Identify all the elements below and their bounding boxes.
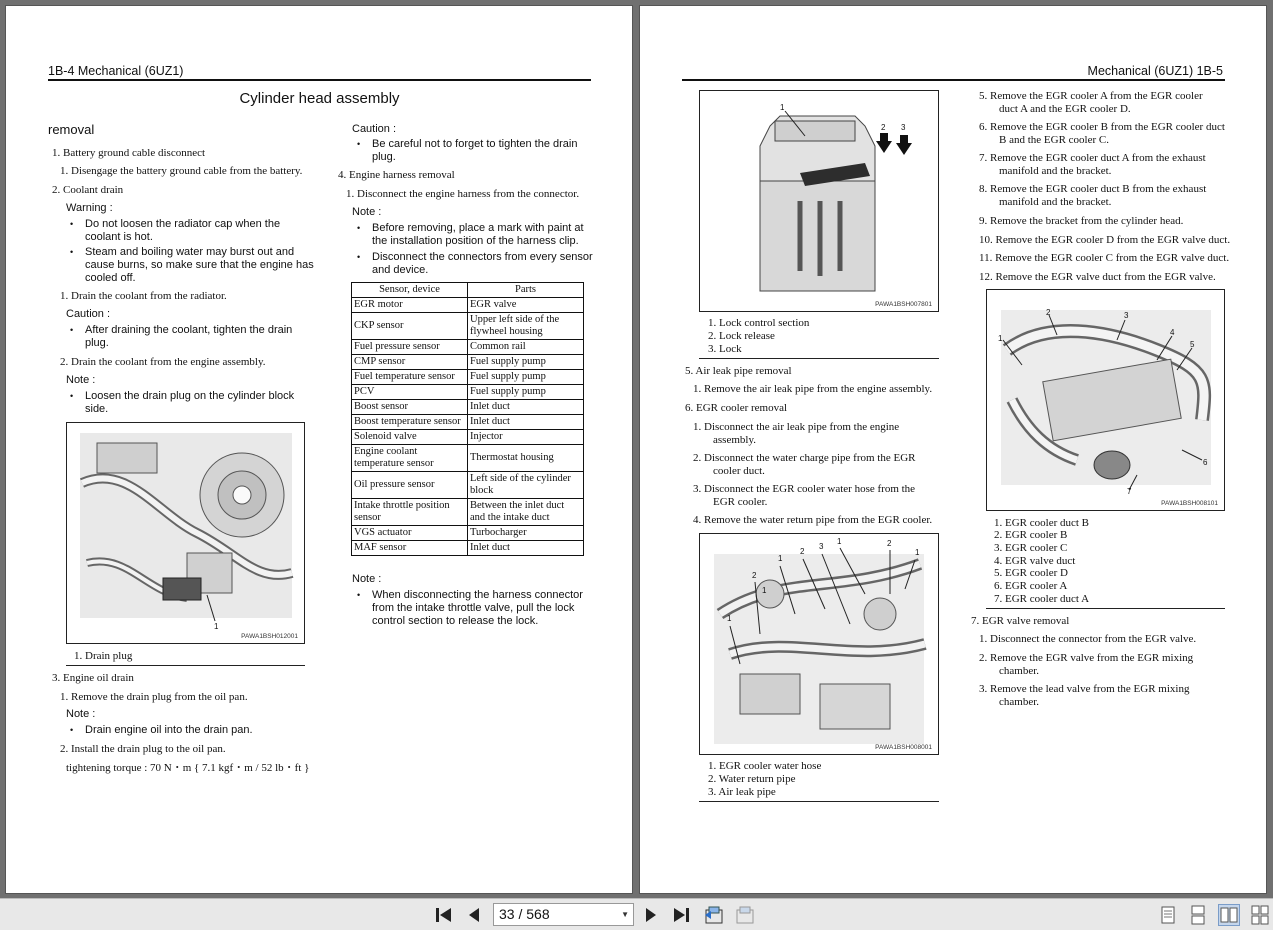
note-text: • Drain engine oil into the drain pan.	[85, 724, 253, 737]
header-rule	[682, 79, 1225, 81]
page-indicator: 33 / 568	[499, 906, 550, 922]
figure-legend: 2. Water return pipe	[708, 773, 796, 785]
go-back-icon	[703, 905, 725, 925]
substep: 4. Remove the water return pipe from the EGR cooler.	[693, 514, 933, 526]
parts-cell: EGR valve	[468, 298, 584, 313]
sensor-cell: Boost temperature sensor	[352, 415, 468, 430]
first-page-button[interactable]	[433, 904, 455, 926]
parts-cell: Fuel supply pump	[468, 370, 584, 385]
substep: 1. Disconnect the engine harness from the connector.	[346, 188, 580, 200]
sensor-table	[351, 282, 584, 556]
note-text: control section to release the lock.	[372, 615, 539, 627]
legend-rule	[699, 358, 939, 359]
substep: 9. Remove the bracket from the cylinder head.	[979, 215, 1184, 227]
step-heading: 7. EGR valve removal	[971, 615, 1070, 627]
callout-number: 2	[752, 571, 757, 580]
figure-code: PAWA1BSH008101	[1161, 500, 1218, 507]
substep: 1. Disconnect the air leak pipe from the engine	[693, 421, 900, 433]
sensor-cell: Intake throttle position sensor	[352, 499, 468, 526]
parts-cell: Fuel supply pump	[468, 355, 584, 370]
callout-number: 1	[837, 537, 842, 546]
go-forward-icon	[734, 905, 756, 925]
two-page-continuous-view-button[interactable]	[1249, 904, 1271, 926]
parts-cell: Left side of the cylinder block	[468, 472, 584, 499]
callout-number: 1	[915, 548, 920, 557]
figure-legend: 1. Drain plug	[74, 650, 133, 662]
section-subtitle: removal	[48, 122, 95, 137]
two-page-continuous-icon	[1251, 905, 1269, 925]
substep: 1. Remove the air leak pipe from the engine assembly.	[693, 383, 933, 395]
substep: manifold and the bracket.	[999, 165, 1112, 177]
first-page-icon	[435, 907, 453, 923]
table-row	[352, 526, 584, 541]
previous-page-icon	[467, 907, 481, 923]
single-page-view-button[interactable]	[1157, 904, 1179, 926]
callout-number: 2	[1046, 308, 1051, 317]
figure-legend: 2. EGR cooler B	[994, 529, 1068, 541]
continuous-view-button[interactable]	[1187, 904, 1209, 926]
callout-number: 2	[800, 547, 805, 556]
parts-cell: Inlet duct	[468, 541, 584, 556]
parts-cell: Between the inlet duct and the intake duct	[468, 499, 584, 526]
callout-number: 2	[881, 123, 886, 132]
two-page-icon	[1220, 906, 1238, 924]
substep: assembly.	[713, 434, 756, 446]
engine-illustration	[67, 423, 305, 644]
callout-number: 7	[1127, 487, 1132, 496]
sensor-cell: EGR motor	[352, 298, 468, 313]
callout-number: 5	[1190, 340, 1195, 349]
note-text: • Loosen the drain plug on the cylinder block	[85, 390, 294, 403]
step-heading: 2. Coolant drain	[52, 184, 124, 196]
single-page-icon	[1160, 905, 1176, 925]
table-row	[352, 445, 584, 472]
figure-legend: 3. Lock	[708, 343, 742, 355]
step-heading: 5. Air leak pipe removal	[685, 365, 792, 377]
callout-number: 1	[780, 103, 785, 112]
substep: 2. Drain the coolant from the engine assembly.	[60, 356, 266, 368]
legend-rule	[699, 801, 939, 802]
table-row	[352, 415, 584, 430]
note-text: and device.	[372, 264, 429, 276]
callout-number: 3	[901, 123, 906, 132]
torque-spec: tightening torque : 70 N・m { 7.1 kgf・m / 52 lb・ft }	[66, 762, 310, 774]
substep: 7. Remove the EGR cooler duct A from the exhaust	[979, 152, 1206, 164]
caution-text: • Be careful not to forget to tighten the drain	[372, 138, 577, 151]
substep: 2. Install the drain plug to the oil pan.	[60, 743, 226, 755]
parts-cell: Turbocharger	[468, 526, 584, 541]
parts-cell: Inlet duct	[468, 415, 584, 430]
page-header: 1B-4 Mechanical (6UZ1)	[48, 64, 184, 78]
substep: 2. Disconnect the water charge pipe from the EGR	[693, 452, 916, 464]
next-page-icon	[644, 907, 658, 923]
sensor-cell: CMP sensor	[352, 355, 468, 370]
legend-rule	[66, 665, 305, 666]
substep: 1. Disconnect the connector from the EGR valve.	[979, 633, 1197, 645]
sensor-cell: Fuel pressure sensor	[352, 340, 468, 355]
parts-cell: Thermostat housing	[468, 445, 584, 472]
substep: duct A and the EGR cooler D.	[999, 103, 1131, 115]
pdf-page-right	[639, 5, 1267, 894]
figure-code: PAWA1BSH007801	[875, 301, 932, 308]
table-header: Sensor, device	[352, 283, 468, 298]
sensor-cell: Boost sensor	[352, 400, 468, 415]
note-text: • When disconnecting the harness connector	[372, 589, 583, 602]
table-row	[352, 313, 584, 340]
caution-label: Caution :	[352, 123, 397, 135]
note-label: Note :	[66, 374, 96, 386]
last-page-icon	[672, 907, 690, 923]
figure-connector-lock	[699, 90, 939, 312]
figure-legend: 1. EGR cooler water hose	[708, 760, 822, 772]
sensor-cell: Fuel temperature sensor	[352, 370, 468, 385]
caution-text: plug.	[372, 151, 396, 163]
warning-label: Warning :	[66, 202, 113, 214]
callout-number: 1	[998, 334, 1003, 343]
table-row	[352, 430, 584, 445]
substep: 10. Remove the EGR cooler D from the EGR valve duct.	[979, 234, 1231, 246]
viewer-toolbar	[0, 898, 1273, 930]
sensor-cell: PCV	[352, 385, 468, 400]
figure-code: PAWA1BSH012001	[241, 633, 298, 640]
note-text: from the intake throttle valve, pull the lock	[372, 602, 575, 614]
note-label: Note :	[66, 708, 96, 720]
substep: 6. Remove the EGR cooler B from the EGR cooler duct	[979, 121, 1225, 133]
parts-cell: Common rail	[468, 340, 584, 355]
go-forward-button[interactable]	[734, 904, 756, 926]
warning-text: cooled off.	[85, 272, 136, 284]
callout-number: 2	[887, 539, 892, 548]
figure-egr-cooler-parts	[986, 289, 1225, 511]
page-number-input[interactable]	[493, 903, 634, 926]
callout-number: 1	[762, 586, 767, 595]
sensor-cell: Engine coolant temperature sensor	[352, 445, 468, 472]
chevron-down-icon[interactable]: ▼	[621, 910, 629, 919]
substep: chamber.	[999, 696, 1040, 708]
callout-number: 1	[727, 614, 732, 623]
sensor-cell: Oil pressure sensor	[352, 472, 468, 499]
figure-legend: 3. EGR cooler C	[994, 542, 1068, 554]
figure-legend: 7. EGR cooler duct A	[994, 593, 1090, 605]
note-text: • Before removing, place a mark with paint at	[372, 222, 584, 235]
note-label: Note :	[352, 206, 382, 218]
substep: B and the EGR cooler C.	[999, 134, 1109, 146]
figure-legend: 5. EGR cooler D	[994, 567, 1068, 579]
two-page-view-button[interactable]	[1218, 904, 1240, 926]
table-row	[352, 400, 584, 415]
substep: 12. Remove the EGR valve duct from the EGR valve.	[979, 271, 1216, 283]
substep: chamber.	[999, 665, 1040, 677]
table-row	[352, 472, 584, 499]
sensor-cell: VGS actuator	[352, 526, 468, 541]
table-row	[352, 370, 584, 385]
callout-number: 1	[778, 554, 783, 563]
figure-drain-plug	[66, 422, 305, 644]
legend-rule	[986, 608, 1225, 609]
step-heading: 3. Engine oil drain	[52, 672, 134, 684]
caution-text: • After draining the coolant, tighten the drain	[85, 324, 292, 337]
step-heading: 1. Battery ground cable disconnect	[52, 147, 206, 159]
caution-label: Caution :	[66, 308, 111, 320]
section-title: Cylinder head assembly	[239, 90, 400, 107]
note-label: Note :	[352, 573, 382, 585]
substep: 2. Remove the EGR valve from the EGR mixing	[979, 652, 1194, 664]
continuous-page-icon	[1190, 905, 1206, 925]
substep: 11. Remove the EGR cooler C from the EGR valve duct.	[979, 252, 1230, 264]
figure-code: PAWA1BSH008001	[875, 744, 932, 751]
figure-legend: 3. Air leak pipe	[708, 786, 776, 798]
substep: 5. Remove the EGR cooler A from the EGR cooler	[979, 90, 1203, 102]
figure-legend: 6. EGR cooler A	[994, 580, 1068, 592]
substep: EGR cooler.	[713, 496, 768, 508]
callout-number: 4	[1170, 328, 1175, 337]
warning-text: cause burns, so make sure that the engine has	[85, 259, 314, 271]
warning-text: • Do not loosen the radiator cap when the	[85, 218, 280, 231]
warning-text: • Steam and boiling water may burst out and	[85, 246, 294, 259]
step-heading: 4. Engine harness removal	[338, 169, 455, 181]
substep: 1. Disengage the battery ground cable from the battery.	[60, 165, 303, 177]
callout-number: 3	[1124, 311, 1129, 320]
warning-text: coolant is hot.	[85, 231, 153, 243]
table-row	[352, 340, 584, 355]
last-page-button[interactable]	[670, 904, 692, 926]
table-row	[352, 385, 584, 400]
figure-legend: 1. EGR cooler duct B	[994, 517, 1090, 529]
callout-number: 3	[819, 542, 824, 551]
parts-cell: Fuel supply pump	[468, 385, 584, 400]
table-row	[352, 499, 584, 526]
engine-top-illustration	[700, 534, 939, 755]
previous-page-button[interactable]	[463, 904, 485, 926]
substep: cooler duct.	[713, 465, 765, 477]
parts-cell: Inlet duct	[468, 400, 584, 415]
page-header: Mechanical (6UZ1) 1B-5	[1087, 64, 1223, 78]
figure-legend: 1. Lock control section	[708, 317, 810, 329]
note-text: • Disconnect the connectors from every sensor	[372, 251, 593, 264]
note-text: the installation position of the harness clip.	[372, 235, 579, 247]
substep: 8. Remove the EGR cooler duct B from the exhaust	[979, 183, 1207, 195]
next-page-button[interactable]	[640, 904, 662, 926]
substep: 1. Drain the coolant from the radiator.	[60, 290, 227, 302]
parts-cell: Upper left side of the flywheel housing	[468, 313, 584, 340]
figure-egr-cooler-hoses	[699, 533, 939, 755]
sensor-cell: Solenoid valve	[352, 430, 468, 445]
step-heading: 6. EGR cooler removal	[685, 402, 788, 414]
header-rule	[48, 79, 591, 81]
substep: 3. Remove the lead valve from the EGR mixing	[979, 683, 1190, 695]
pdf-page-left	[5, 5, 633, 894]
go-back-button[interactable]	[703, 904, 725, 926]
parts-cell: Injector	[468, 430, 584, 445]
figure-legend: 2. Lock release	[708, 330, 775, 342]
sensor-cell: CKP sensor	[352, 313, 468, 340]
table-row	[352, 541, 584, 556]
figure-legend: 4. EGR valve duct	[994, 555, 1076, 567]
substep: 1. Remove the drain plug from the oil pan.	[60, 691, 248, 703]
egr-assembly-illustration	[987, 290, 1225, 511]
substep: 3. Disconnect the EGR cooler water hose from the	[693, 483, 916, 495]
callout-number: 6	[1203, 458, 1208, 467]
sensor-cell: MAF sensor	[352, 541, 468, 556]
callout-number: 1	[214, 622, 219, 631]
table-row	[352, 298, 584, 313]
caution-text: plug.	[85, 337, 109, 349]
table-header: Parts	[468, 283, 584, 298]
table-row	[352, 355, 584, 370]
substep: manifold and the bracket.	[999, 196, 1112, 208]
note-text: side.	[85, 403, 109, 415]
